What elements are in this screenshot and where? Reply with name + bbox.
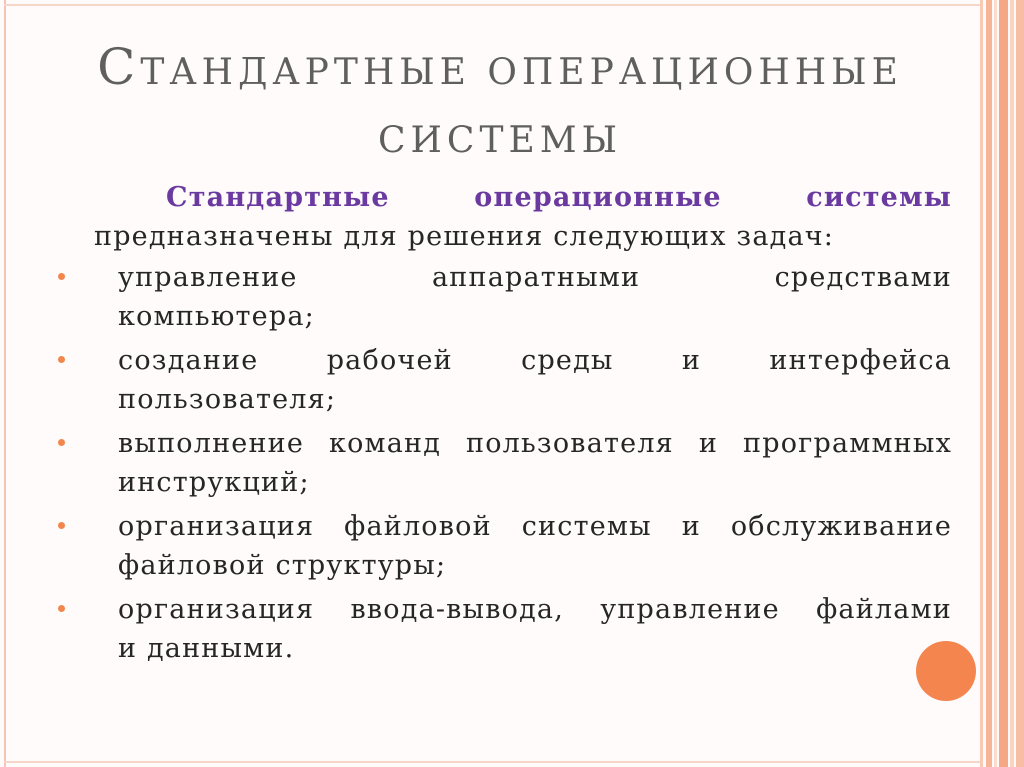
intro-highlight-word: операционные [474, 182, 722, 213]
frame-top-line [4, 4, 982, 6]
word: команд [329, 428, 442, 459]
word: организация [118, 594, 315, 625]
decorative-stripe [994, 0, 997, 767]
list-item-line-2: пользователя; [118, 384, 337, 415]
word: обслуживание [730, 511, 952, 542]
intro-highlight-word: системы [806, 182, 952, 213]
word: выполнение [118, 428, 305, 459]
list-item-line-1 [118, 424, 952, 463]
word: средствами [774, 262, 952, 293]
title-line-1-rest: ТАНДАРТНЫЕ ОПЕРАЦИОННЫЕ [140, 52, 903, 93]
list-item-line-1 [118, 341, 952, 380]
word: управление [118, 262, 298, 293]
bullet-dot-icon [58, 522, 65, 529]
decorative-stripe [1016, 0, 1024, 767]
title-line-2: СИСТЕМЫ [377, 120, 623, 161]
intro-highlight [70, 178, 952, 217]
word: системы [521, 511, 652, 542]
frame-left-line [4, 0, 6, 767]
bullet-dot-icon [58, 605, 65, 612]
decorative-stripe [1010, 0, 1014, 767]
intro-rest: предназначены для решения следующих задач: [94, 221, 835, 252]
word: файлами [816, 594, 952, 625]
list-item-line-1 [118, 258, 952, 297]
bullet-dot-icon [58, 439, 65, 446]
list-item-line-1 [118, 507, 952, 546]
list-item [70, 341, 952, 419]
list-item-line-1 [118, 590, 952, 629]
word: и [681, 345, 702, 376]
bullet-dot-icon [58, 273, 65, 280]
slide-content [70, 178, 952, 673]
frame-bottom-line [4, 761, 982, 763]
list-item-line-2: инструкций; [118, 467, 310, 498]
word: и [681, 511, 701, 542]
list-item [70, 258, 952, 336]
decorative-circle [916, 641, 976, 701]
word: пользователя [466, 428, 674, 459]
list-item-line-2: и данными. [118, 633, 295, 664]
word: организация [118, 511, 315, 542]
bullet-dot-icon [58, 356, 65, 363]
title-initial: С [97, 38, 141, 96]
slide-title [60, 36, 940, 172]
task-list [70, 258, 952, 668]
decorative-stripe [986, 0, 992, 767]
list-item-line-2: компьютера; [118, 301, 315, 332]
word: и [698, 428, 719, 459]
word: создание [118, 345, 259, 376]
intro-highlight-word: Стандартные [166, 182, 390, 213]
list-item-line-2: файловой структуры; [118, 550, 447, 581]
word: программных [743, 428, 952, 459]
word: рабочей [326, 345, 453, 376]
word: файловой [344, 511, 492, 542]
decorative-stripe [980, 0, 983, 767]
title-line-1 [60, 36, 940, 110]
decorative-stripe [999, 0, 1008, 767]
word: ввода-вывода, [350, 594, 565, 625]
word: интерфейса [769, 345, 952, 376]
word: аппаратными [432, 262, 641, 293]
intro-paragraph [70, 178, 952, 256]
list-item [70, 424, 952, 502]
list-item [70, 590, 952, 668]
word: среды [521, 345, 614, 376]
word: управление [600, 594, 780, 625]
list-item [70, 507, 952, 585]
